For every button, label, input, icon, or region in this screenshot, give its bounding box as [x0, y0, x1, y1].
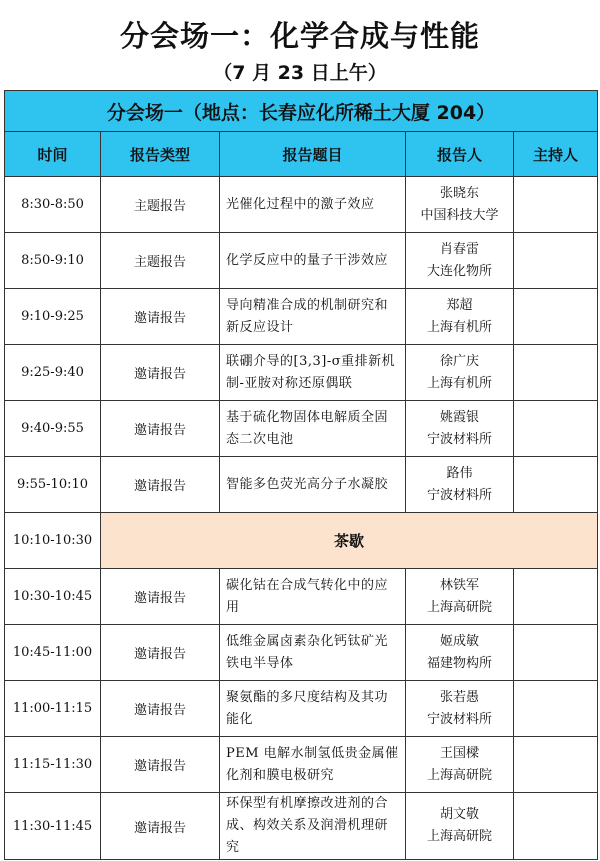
row-speaker: [406, 793, 514, 860]
table-row: [5, 737, 598, 793]
row-host: [514, 681, 598, 737]
row-speaker: [406, 233, 514, 289]
row-type: 邀请报告: [101, 681, 220, 737]
row-time: 9:10-9:25: [5, 289, 101, 345]
speaker-affiliation: 大连化物所: [426, 263, 492, 279]
row-host: [514, 457, 598, 513]
schedule-table: [4, 90, 598, 860]
table-row: [5, 625, 598, 681]
row-topic: 化学反应中的量子干涉效应: [220, 233, 406, 289]
row-speaker: [406, 457, 514, 513]
table-row: [5, 289, 598, 345]
row-type: 邀请报告: [101, 289, 220, 345]
row-time: 8:50-9:10: [5, 233, 101, 289]
speaker-affiliation: 上海有机所: [426, 319, 492, 335]
row-topic: 联硼介导的[3,3]-σ重排新机制-亚胺对称还原偶联: [220, 345, 406, 401]
row-host: [514, 793, 598, 860]
break-time: 10:10-10:30: [5, 513, 101, 569]
speaker-name: 林铁军: [439, 577, 479, 593]
row-host: [514, 345, 598, 401]
row-type: 主题报告: [101, 177, 220, 233]
row-topic: 聚氨酯的多尺度结构及其功能化: [220, 681, 406, 737]
row-type: 邀请报告: [101, 625, 220, 681]
column-header-topic: 报告题目: [220, 132, 406, 177]
speaker-name: 路伟: [446, 465, 473, 481]
row-topic: 低维金属卤素杂化钙钛矿光铁电半导体: [220, 625, 406, 681]
row-topic: 智能多色荧光高分子水凝胶: [220, 457, 406, 513]
row-time: 9:40-9:55: [5, 401, 101, 457]
row-topic: 导向精准合成的机制研究和新反应设计: [220, 289, 406, 345]
speaker-name: 姬成敏: [439, 633, 479, 649]
speaker-name: 胡文敬: [439, 807, 479, 822]
session-banner-row: [5, 91, 598, 132]
row-time: 11:15-11:30: [5, 737, 101, 793]
row-speaker: [406, 289, 514, 345]
speaker-affiliation: 福建物构所: [426, 655, 492, 671]
row-type: 邀请报告: [101, 569, 220, 625]
row-speaker: [406, 737, 514, 793]
speaker-name: 张若愚: [439, 689, 479, 705]
table-row: [5, 681, 598, 737]
page-subtitle: （7 月 23 日上午）: [213, 62, 387, 84]
table-row: [5, 457, 598, 513]
speaker-affiliation: 上海有机所: [426, 375, 492, 391]
column-header-speaker: 报告人: [406, 132, 514, 177]
table-row: [5, 233, 598, 289]
table-header-row: [5, 132, 598, 177]
table-row: [5, 401, 598, 457]
column-header-type: 报告类型: [101, 132, 220, 177]
row-time: 9:25-9:40: [5, 345, 101, 401]
row-speaker: [406, 401, 514, 457]
speaker-affiliation: 宁波材料所: [426, 711, 492, 727]
row-topic: 基于硫化物固体电解质全固态二次电池: [220, 401, 406, 457]
row-topic: PEM 电解水制氢低贵金属催化剂和膜电极研究: [220, 737, 406, 793]
speaker-affiliation: 上海高研院: [426, 767, 492, 783]
row-host: [514, 289, 598, 345]
speaker-affiliation: 上海高研院: [426, 599, 492, 615]
row-type: 主题报告: [101, 233, 220, 289]
row-time: 10:30-10:45: [5, 569, 101, 625]
row-type: 邀请报告: [101, 457, 220, 513]
row-host: [514, 177, 598, 233]
row-speaker: [406, 345, 514, 401]
row-type: 邀请报告: [101, 737, 220, 793]
row-time: 11:00-11:15: [5, 681, 101, 737]
row-time: 11:30-11:45: [5, 793, 101, 860]
speaker-affiliation: 上海高研院: [426, 829, 492, 844]
row-host: [514, 569, 598, 625]
session-banner: 分会场一（地点：长春应化所稀土大厦 204）: [5, 91, 598, 132]
break-row: [5, 513, 598, 569]
row-speaker: [406, 569, 514, 625]
speaker-affiliation: 宁波材料所: [426, 431, 492, 447]
speaker-name: 肖春雷: [439, 241, 479, 257]
page-title: 分会场一：化学合成与性能: [119, 19, 480, 53]
row-speaker: [406, 177, 514, 233]
row-time: 10:45-11:00: [5, 625, 101, 681]
speaker-name: 徐广庆: [439, 353, 479, 369]
break-label: 茶歇: [101, 513, 598, 569]
row-host: [514, 625, 598, 681]
speaker-name: 郑超: [446, 297, 473, 313]
row-type: 邀请报告: [101, 793, 220, 860]
table-row: [5, 345, 598, 401]
table-row: [5, 793, 598, 860]
speaker-name: 姚霞银: [439, 409, 479, 425]
table-row: [5, 177, 598, 233]
column-header-time: 时间: [5, 132, 101, 177]
row-topic: 光催化过程中的激子效应: [220, 177, 406, 233]
row-type: 邀请报告: [101, 345, 220, 401]
column-header-host: 主持人: [514, 132, 598, 177]
row-host: [514, 401, 598, 457]
row-speaker: [406, 681, 514, 737]
speaker-name: 张晓东: [439, 185, 479, 201]
row-speaker: [406, 625, 514, 681]
row-topic: 环保型有机摩擦改进剂的合成、构效关系及润滑机理研究: [220, 793, 406, 860]
speaker-name: 王国樑: [439, 745, 479, 761]
speaker-affiliation: 宁波材料所: [426, 487, 492, 503]
row-topic: 碳化钴在合成气转化中的应用: [220, 569, 406, 625]
row-time: 9:55-10:10: [5, 457, 101, 513]
speaker-affiliation: 中国科技大学: [420, 207, 499, 223]
row-host: [514, 233, 598, 289]
row-time: 8:30-8:50: [5, 177, 101, 233]
row-host: [514, 737, 598, 793]
table-row: [5, 569, 598, 625]
row-type: 邀请报告: [101, 401, 220, 457]
